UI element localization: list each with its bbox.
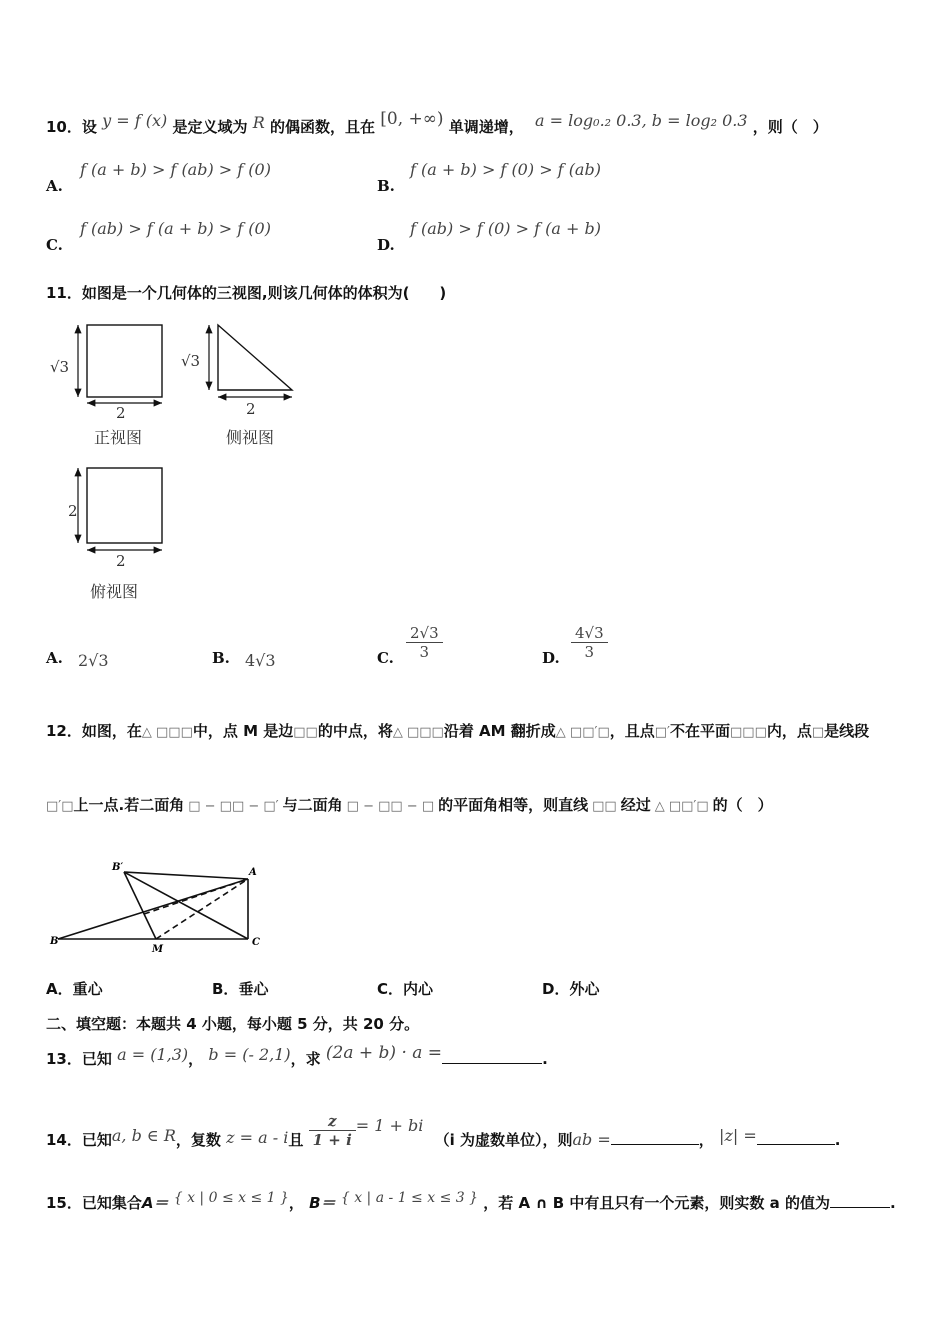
- q12-option-c-text: 内心: [403, 980, 434, 998]
- q14-text-2: 且: [288, 1131, 304, 1149]
- q10-interval: [0, +∞): [380, 109, 444, 129]
- q11-option-c-label: C.: [377, 649, 394, 667]
- q10-domain-R: R: [252, 113, 265, 132]
- q14-ab-eq: ab =: [572, 1130, 611, 1149]
- q12-l2-0: □′□: [46, 799, 74, 814]
- section-2-heading: 二、填空题：本题共 4 小题，每小题 5 分，共 20 分。: [46, 1015, 420, 1033]
- q12-l1-8: ，且点: [609, 722, 655, 740]
- q11-option-a-label: A.: [46, 649, 63, 667]
- q11-option-d[interactable]: [542, 648, 560, 667]
- q10-text-3: 单调递增，: [448, 118, 524, 136]
- q15-text: ，若 A ∩ B 中有且只有一个元素，则实数 a 的值为: [483, 1194, 830, 1212]
- q14-period: .: [834, 1131, 841, 1149]
- q12-l1-2: 中，点 M 是边: [192, 722, 294, 740]
- q12-l2-4: □ − □□ − □: [346, 799, 435, 814]
- q12-l2-2: □ − □□ − □′: [188, 799, 279, 814]
- q12-l2-7: 经过: [620, 796, 651, 814]
- q13-period: .: [542, 1050, 548, 1068]
- q14-separator: ，: [698, 1131, 714, 1149]
- q14-ab-real: a, b ∈ R: [111, 1126, 176, 1145]
- side-view-triangle: [218, 325, 292, 390]
- q10-option-b-expr: f (a + b) > f (0) > f (ab): [410, 160, 601, 179]
- q10-option-a[interactable]: [46, 176, 63, 195]
- side-height-label: √3: [181, 352, 201, 370]
- q12-l2-8: △ □□′□: [654, 799, 709, 814]
- q11-option-c-numerator: 2√3: [406, 624, 443, 643]
- q12-l1-10: 不在平面: [669, 722, 730, 740]
- front-view-square: [87, 325, 162, 397]
- q12-option-c-label: C．: [377, 980, 404, 998]
- q11-option-a-expr: 2√3: [77, 651, 109, 670]
- q15-stem: [46, 1192, 896, 1213]
- q10-option-a-expr: f (a + b) > f (ab) > f (0): [80, 160, 271, 179]
- q11-option-c[interactable]: [377, 648, 394, 667]
- q12-l1-4: 的中点，将: [317, 722, 393, 740]
- q11-option-a[interactable]: [46, 648, 109, 670]
- q12-l1-0: 12．如图，在: [46, 722, 142, 740]
- q11-option-d-label: D.: [542, 649, 560, 667]
- q12-option-d-text: 外心: [569, 980, 600, 998]
- label-M: M: [152, 944, 164, 955]
- q12-option-a-text: 重心: [72, 980, 103, 998]
- q14-text-1: ，复数: [175, 1131, 221, 1149]
- front-height-label: √3: [50, 358, 70, 376]
- q12-l2-3: 与二面角: [282, 796, 343, 814]
- q11-stem: 11．如图是一个几何体的三视图,则该几何体的体积为( ): [46, 284, 447, 302]
- q10-option-c-expr: f (ab) > f (a + b) > f (0): [80, 219, 271, 238]
- q12-l1-14: 是线段: [824, 722, 870, 740]
- q11-option-d-fraction: [571, 624, 608, 661]
- q12-l2-9: 的（ ）: [712, 796, 773, 814]
- q10-option-c[interactable]: [46, 235, 63, 254]
- q14-stem: [46, 1112, 841, 1159]
- q15-set-B: { x | a - 1 ≤ x ≤ 3 }: [340, 1190, 479, 1206]
- q11-option-d-denominator: 3: [584, 643, 595, 661]
- q13-separator: ，: [188, 1050, 204, 1068]
- q12-stem-line-1: [46, 720, 869, 741]
- q12-l2-6: □□: [592, 799, 617, 814]
- q15-separator: ，: [288, 1194, 304, 1212]
- q12-option-d[interactable]: [542, 978, 599, 999]
- q14-answer-blank-2[interactable]: [757, 1130, 835, 1145]
- q12-l1-5: △ □□□: [392, 725, 444, 740]
- q12-option-b-text: 垂心: [238, 980, 269, 998]
- side-width-label: 2: [246, 400, 256, 418]
- q13-number: 13．已知: [46, 1050, 112, 1068]
- q12-l1-9: □′: [654, 725, 670, 740]
- q14-fraction: [309, 1112, 356, 1149]
- top-view-square: [87, 468, 162, 543]
- q12-option-d-label: D．: [542, 980, 570, 998]
- q11-three-view-figure: [40, 310, 310, 610]
- q13-answer-blank[interactable]: [442, 1049, 542, 1064]
- label-C: C: [252, 937, 260, 948]
- label-B-prime: B′: [112, 862, 124, 873]
- q10-option-a-label: A.: [46, 177, 63, 195]
- q10-ab-definition: a = log₀.₂ 0.3, b = log₂ 0.3: [535, 111, 748, 130]
- q13-text: ，求: [290, 1050, 321, 1068]
- q15-set-B-name: B＝: [309, 1194, 336, 1212]
- q12-l1-7: △ □□′□: [555, 725, 610, 740]
- q10-function-expr: y = f (x): [102, 111, 168, 130]
- q12-l2-1: 上一点.若二面角: [73, 796, 185, 814]
- q15-period: .: [889, 1194, 896, 1212]
- q13-stem: [46, 1043, 548, 1069]
- q12-option-c[interactable]: [377, 978, 433, 999]
- q12-option-b[interactable]: [212, 978, 268, 999]
- q10-option-d-label: D.: [377, 236, 395, 254]
- q12-option-a[interactable]: [46, 978, 103, 999]
- label-B: B: [50, 936, 59, 947]
- q14-abs-z: |z| =: [719, 1126, 757, 1145]
- q15-set-A-name: A＝: [141, 1194, 169, 1212]
- q11-option-d-numerator: 4√3: [571, 624, 608, 643]
- front-width-label: 2: [116, 404, 126, 422]
- q11-option-b-expr: 4√3: [245, 651, 276, 670]
- q10-option-d-expr: f (ab) > f (0) > f (a + b): [410, 219, 601, 238]
- q14-text-3: （i 为虚数单位），则: [434, 1131, 573, 1149]
- q14-rhs: = 1 + bi: [355, 1116, 424, 1135]
- q14-frac-num: z: [309, 1112, 356, 1131]
- side-view-caption: 侧视图: [226, 428, 275, 447]
- q14-z-def: z = a - i: [226, 1128, 289, 1147]
- q11-option-c-fraction: [406, 624, 443, 661]
- top-height-label: 2: [68, 502, 78, 520]
- q11-option-b-label: B.: [212, 649, 230, 667]
- q12-l1-3: □□: [293, 725, 318, 740]
- q10-text-2: 的偶函数，且在: [270, 118, 376, 136]
- q10-option-d[interactable]: [377, 235, 395, 254]
- q10-option-b[interactable]: [377, 176, 395, 195]
- q13-expression: (2a + b) · a =: [325, 1043, 443, 1063]
- front-view-caption: 正视图: [94, 428, 143, 447]
- label-A: A: [249, 867, 257, 878]
- q12-stem-line-2: [46, 794, 773, 815]
- q10-text-4: ，则（ ）: [752, 118, 828, 136]
- q14-frac-den: 1 + i: [312, 1131, 352, 1149]
- q10-text-1: 是定义域为: [172, 118, 248, 136]
- q12-l1-1: △ □□□: [141, 725, 193, 740]
- q15-set-A: { x | 0 ≤ x ≤ 1 }: [173, 1190, 289, 1206]
- q14-answer-blank-1[interactable]: [611, 1130, 699, 1145]
- q12-l1-11: □□□: [730, 725, 767, 740]
- q10-stem: [46, 109, 828, 137]
- q13-vector-b: b = (- 2,1): [208, 1045, 291, 1064]
- top-view-caption: 俯视图: [90, 582, 139, 601]
- q15-number: 15．已知集合: [46, 1194, 142, 1212]
- q13-vector-a: a = (1,3): [117, 1045, 189, 1064]
- q15-answer-blank[interactable]: [830, 1193, 890, 1208]
- q12-fold-figure: [46, 858, 276, 958]
- q10-option-c-label: C.: [46, 236, 63, 254]
- q12-l1-6: 沿着 AM 翻折成: [443, 722, 556, 740]
- q14-number: 14．已知: [46, 1131, 112, 1149]
- top-width-label: 2: [116, 552, 126, 570]
- q11-option-c-denominator: 3: [419, 643, 430, 661]
- q12-l2-5: 的平面角相等，则直线: [438, 796, 589, 814]
- q11-option-b[interactable]: [212, 648, 276, 670]
- q10-number: 10．设: [46, 118, 97, 136]
- q12-option-b-label: B．: [212, 980, 239, 998]
- q12-l1-13: □: [811, 725, 825, 740]
- q10-option-b-label: B.: [377, 177, 395, 195]
- q12-option-a-label: A．: [46, 980, 73, 998]
- q12-l1-12: 内，点: [766, 722, 812, 740]
